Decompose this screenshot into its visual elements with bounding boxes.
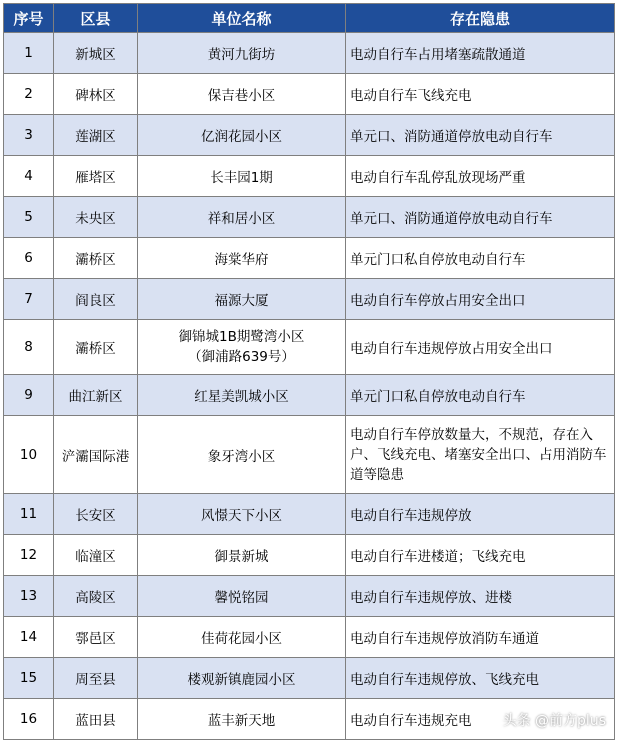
- table-row: [4, 617, 615, 658]
- unit-name: 象牙湾小区: [207, 448, 276, 465]
- cell-unit: [138, 535, 346, 576]
- cell-hazard: 电动自行车乱停乱放现场严重: [346, 156, 615, 197]
- cell-seq: 16: [4, 699, 54, 740]
- table-row: [4, 320, 615, 375]
- cell-unit: [138, 74, 346, 115]
- cell-hazard: 单元门口私自停放电动自行车: [346, 238, 615, 279]
- cell-district: 未央区: [54, 197, 138, 238]
- unit-name: 风憬天下小区: [201, 508, 282, 524]
- unit-name: 黄河九街坊: [207, 47, 276, 63]
- table-row: [4, 279, 615, 320]
- table-row: [4, 74, 615, 115]
- header-district: 区县: [54, 4, 138, 33]
- table-row: [4, 494, 615, 535]
- cell-district: 碑林区: [54, 74, 138, 115]
- cell-district: 长安区: [54, 494, 138, 535]
- cell-district: 曲江新区: [54, 375, 138, 416]
- cell-unit: [138, 33, 346, 74]
- cell-district: 阎良区: [54, 279, 138, 320]
- table-body: [4, 33, 615, 740]
- unit-name: 御景新城: [214, 549, 269, 565]
- cell-unit: [138, 375, 346, 416]
- cell-unit: [138, 617, 346, 658]
- cell-unit: [138, 320, 346, 375]
- cell-seq: 1: [4, 33, 54, 74]
- unit-name-line2: （御浦路639号）: [188, 349, 295, 365]
- cell-hazard: 电动自行车违规充电: [346, 699, 615, 740]
- watermark: [481, 710, 606, 730]
- cell-district: 周至县: [54, 658, 138, 699]
- cell-hazard: 电动自行车违规停放: [346, 494, 615, 535]
- cell-hazard: 电动自行车违规停放、飞线充电: [346, 658, 615, 699]
- cell-seq: 8: [4, 320, 54, 375]
- cell-hazard: 电动自行车进楼道；飞线充电: [346, 535, 615, 576]
- cell-hazard: 电动自行车违规停放、进楼: [346, 576, 615, 617]
- header-hazard: 存在隐患: [346, 4, 615, 33]
- unit-name: 海棠华府: [214, 252, 269, 268]
- cell-district: 临潼区: [54, 535, 138, 576]
- unit-name: 佳荷花园小区: [201, 631, 282, 647]
- unit-name: 福源大厦: [214, 293, 269, 309]
- cell-unit: [138, 238, 346, 279]
- cell-hazard: 电动自行车占用堵塞疏散通道: [346, 33, 615, 74]
- cell-hazard: 单元门口私自停放电动自行车: [346, 375, 615, 416]
- cell-hazard: 电动自行车违规停放消防车通道: [346, 617, 615, 658]
- cell-hazard: 电动自行车停放数量大，不规范，存在入户、飞线充电、堵塞安全出口、占用消防车道等隐患: [346, 416, 615, 494]
- cell-unit: [138, 197, 346, 238]
- cell-hazard: 电动自行车飞线充电: [346, 74, 615, 115]
- cell-seq: 12: [4, 535, 54, 576]
- header-unit: 单位名称: [138, 4, 346, 33]
- cell-district: 灞桥区: [54, 320, 138, 375]
- table-row: [4, 197, 615, 238]
- cell-hazard: 电动自行车违规停放占用安全出口: [346, 320, 615, 375]
- unit-name: 亿润花园小区: [201, 129, 282, 145]
- table-row: [4, 535, 615, 576]
- table-row: [4, 658, 615, 699]
- cell-seq: 13: [4, 576, 54, 617]
- cell-district: 新城区: [54, 33, 138, 74]
- unit-name: 红星美凯城小区: [194, 389, 289, 405]
- cell-unit: [138, 416, 346, 494]
- unit-name: 祥和居小区: [207, 211, 276, 227]
- cell-hazard: 单元口、消防通道停放电动自行车: [346, 197, 615, 238]
- cell-seq: 6: [4, 238, 54, 279]
- table-row: [4, 416, 615, 494]
- cell-seq: 5: [4, 197, 54, 238]
- watermark-text: 头条 @前方plus: [502, 713, 606, 729]
- cell-district: 雁塔区: [54, 156, 138, 197]
- cell-district: 灞桥区: [54, 238, 138, 279]
- table-row: [4, 238, 615, 279]
- cell-unit: [138, 658, 346, 699]
- table-row: [4, 156, 615, 197]
- unit-name: 御锦城1B期鹭湾小区: [178, 329, 305, 345]
- cell-district: 莲湖区: [54, 115, 138, 156]
- table-row: [4, 115, 615, 156]
- unit-name: 蓝丰新天地: [207, 713, 276, 729]
- cell-district: 浐灞国际港: [54, 416, 138, 494]
- unit-name: 保吉巷小区: [207, 88, 276, 104]
- table-header-row: [4, 4, 615, 33]
- unit-name: 楼观新镇鹿园小区: [187, 672, 296, 688]
- table-row: [4, 576, 615, 617]
- table-row: [4, 33, 615, 74]
- cell-seq: 15: [4, 658, 54, 699]
- cell-district: 蓝田县: [54, 699, 138, 740]
- unit-name: 长丰园1期: [210, 170, 273, 186]
- cell-seq: 11: [4, 494, 54, 535]
- cell-seq: 2: [4, 74, 54, 115]
- cell-unit: [138, 156, 346, 197]
- header-seq: 序号: [4, 4, 54, 33]
- hazard-table: [3, 3, 615, 740]
- cell-seq: 4: [4, 156, 54, 197]
- cell-district: 鄠邑区: [54, 617, 138, 658]
- cell-seq: 7: [4, 279, 54, 320]
- unit-name: 馨悦铭园: [214, 590, 269, 606]
- cell-unit: [138, 494, 346, 535]
- cell-hazard: 单元口、消防通道停放电动自行车: [346, 115, 615, 156]
- cell-unit: [138, 279, 346, 320]
- cell-district: 高陵区: [54, 576, 138, 617]
- cell-seq: 14: [4, 617, 54, 658]
- cell-seq: 9: [4, 375, 54, 416]
- cell-unit: [138, 115, 346, 156]
- toutiao-logo-icon: [481, 713, 499, 727]
- cell-unit: [138, 699, 346, 740]
- table-row: [4, 375, 615, 416]
- cell-unit: [138, 576, 346, 617]
- cell-seq: 10: [4, 416, 54, 494]
- cell-hazard: 电动自行车停放占用安全出口: [346, 279, 615, 320]
- cell-seq: 3: [4, 115, 54, 156]
